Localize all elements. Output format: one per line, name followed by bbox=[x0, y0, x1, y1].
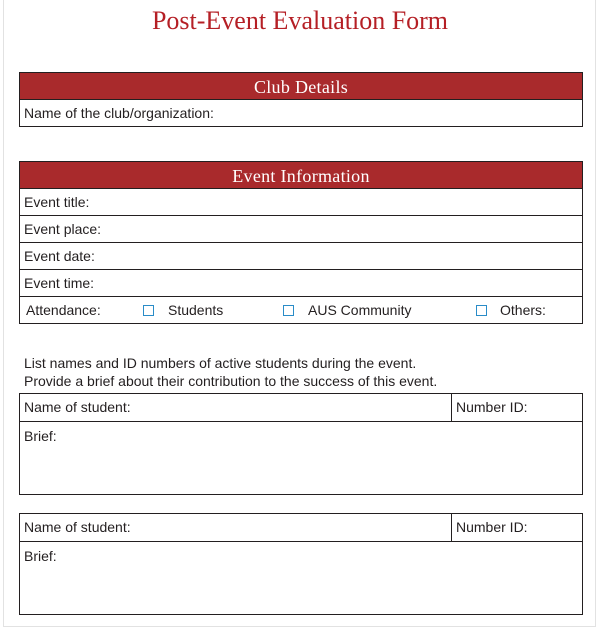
number-id-field[interactable]: Number ID: bbox=[456, 399, 528, 415]
divider bbox=[451, 394, 452, 421]
aus-community-checkbox[interactable] bbox=[283, 305, 294, 316]
event-date-field[interactable]: Event date: bbox=[20, 242, 582, 269]
intro-line-1: List names and ID numbers of active students during the event. bbox=[24, 355, 417, 371]
student-entry-1 bbox=[19, 393, 583, 495]
brief-field[interactable]: Brief: bbox=[24, 548, 57, 564]
number-id-field[interactable]: Number ID: bbox=[456, 519, 528, 535]
attendance-label: Attendance: bbox=[26, 302, 101, 318]
event-information-heading: Event Information bbox=[20, 162, 582, 188]
students-option-label: Students bbox=[168, 302, 224, 318]
club-name-field[interactable]: Name of the club/organization: bbox=[20, 99, 582, 126]
intro-line-2: Provide a brief about their contribution to the success of this event. bbox=[24, 373, 438, 389]
form-title: Post-Event Evaluation Form bbox=[151, 6, 449, 35]
student-name-field[interactable]: Name of student: bbox=[24, 399, 131, 415]
divider bbox=[451, 514, 452, 541]
student-name-row bbox=[20, 514, 582, 542]
students-checkbox[interactable] bbox=[143, 305, 154, 316]
event-time-field[interactable]: Event time: bbox=[20, 269, 582, 296]
club-details-heading: Club Details bbox=[20, 73, 582, 99]
aus-community-option-label: AUS Community bbox=[308, 302, 412, 318]
brief-field[interactable]: Brief: bbox=[24, 428, 57, 444]
student-entry-2 bbox=[19, 513, 583, 615]
others-checkbox[interactable] bbox=[476, 305, 487, 316]
attendance-row bbox=[20, 296, 582, 323]
event-information-section bbox=[19, 161, 583, 324]
others-option-label: Others: bbox=[500, 302, 546, 318]
event-title-field[interactable]: Event title: bbox=[20, 188, 582, 215]
club-details-section bbox=[19, 72, 583, 127]
event-place-field[interactable]: Event place: bbox=[20, 215, 582, 242]
students-intro bbox=[24, 354, 437, 390]
student-name-row bbox=[20, 394, 582, 422]
student-name-field[interactable]: Name of student: bbox=[24, 519, 131, 535]
